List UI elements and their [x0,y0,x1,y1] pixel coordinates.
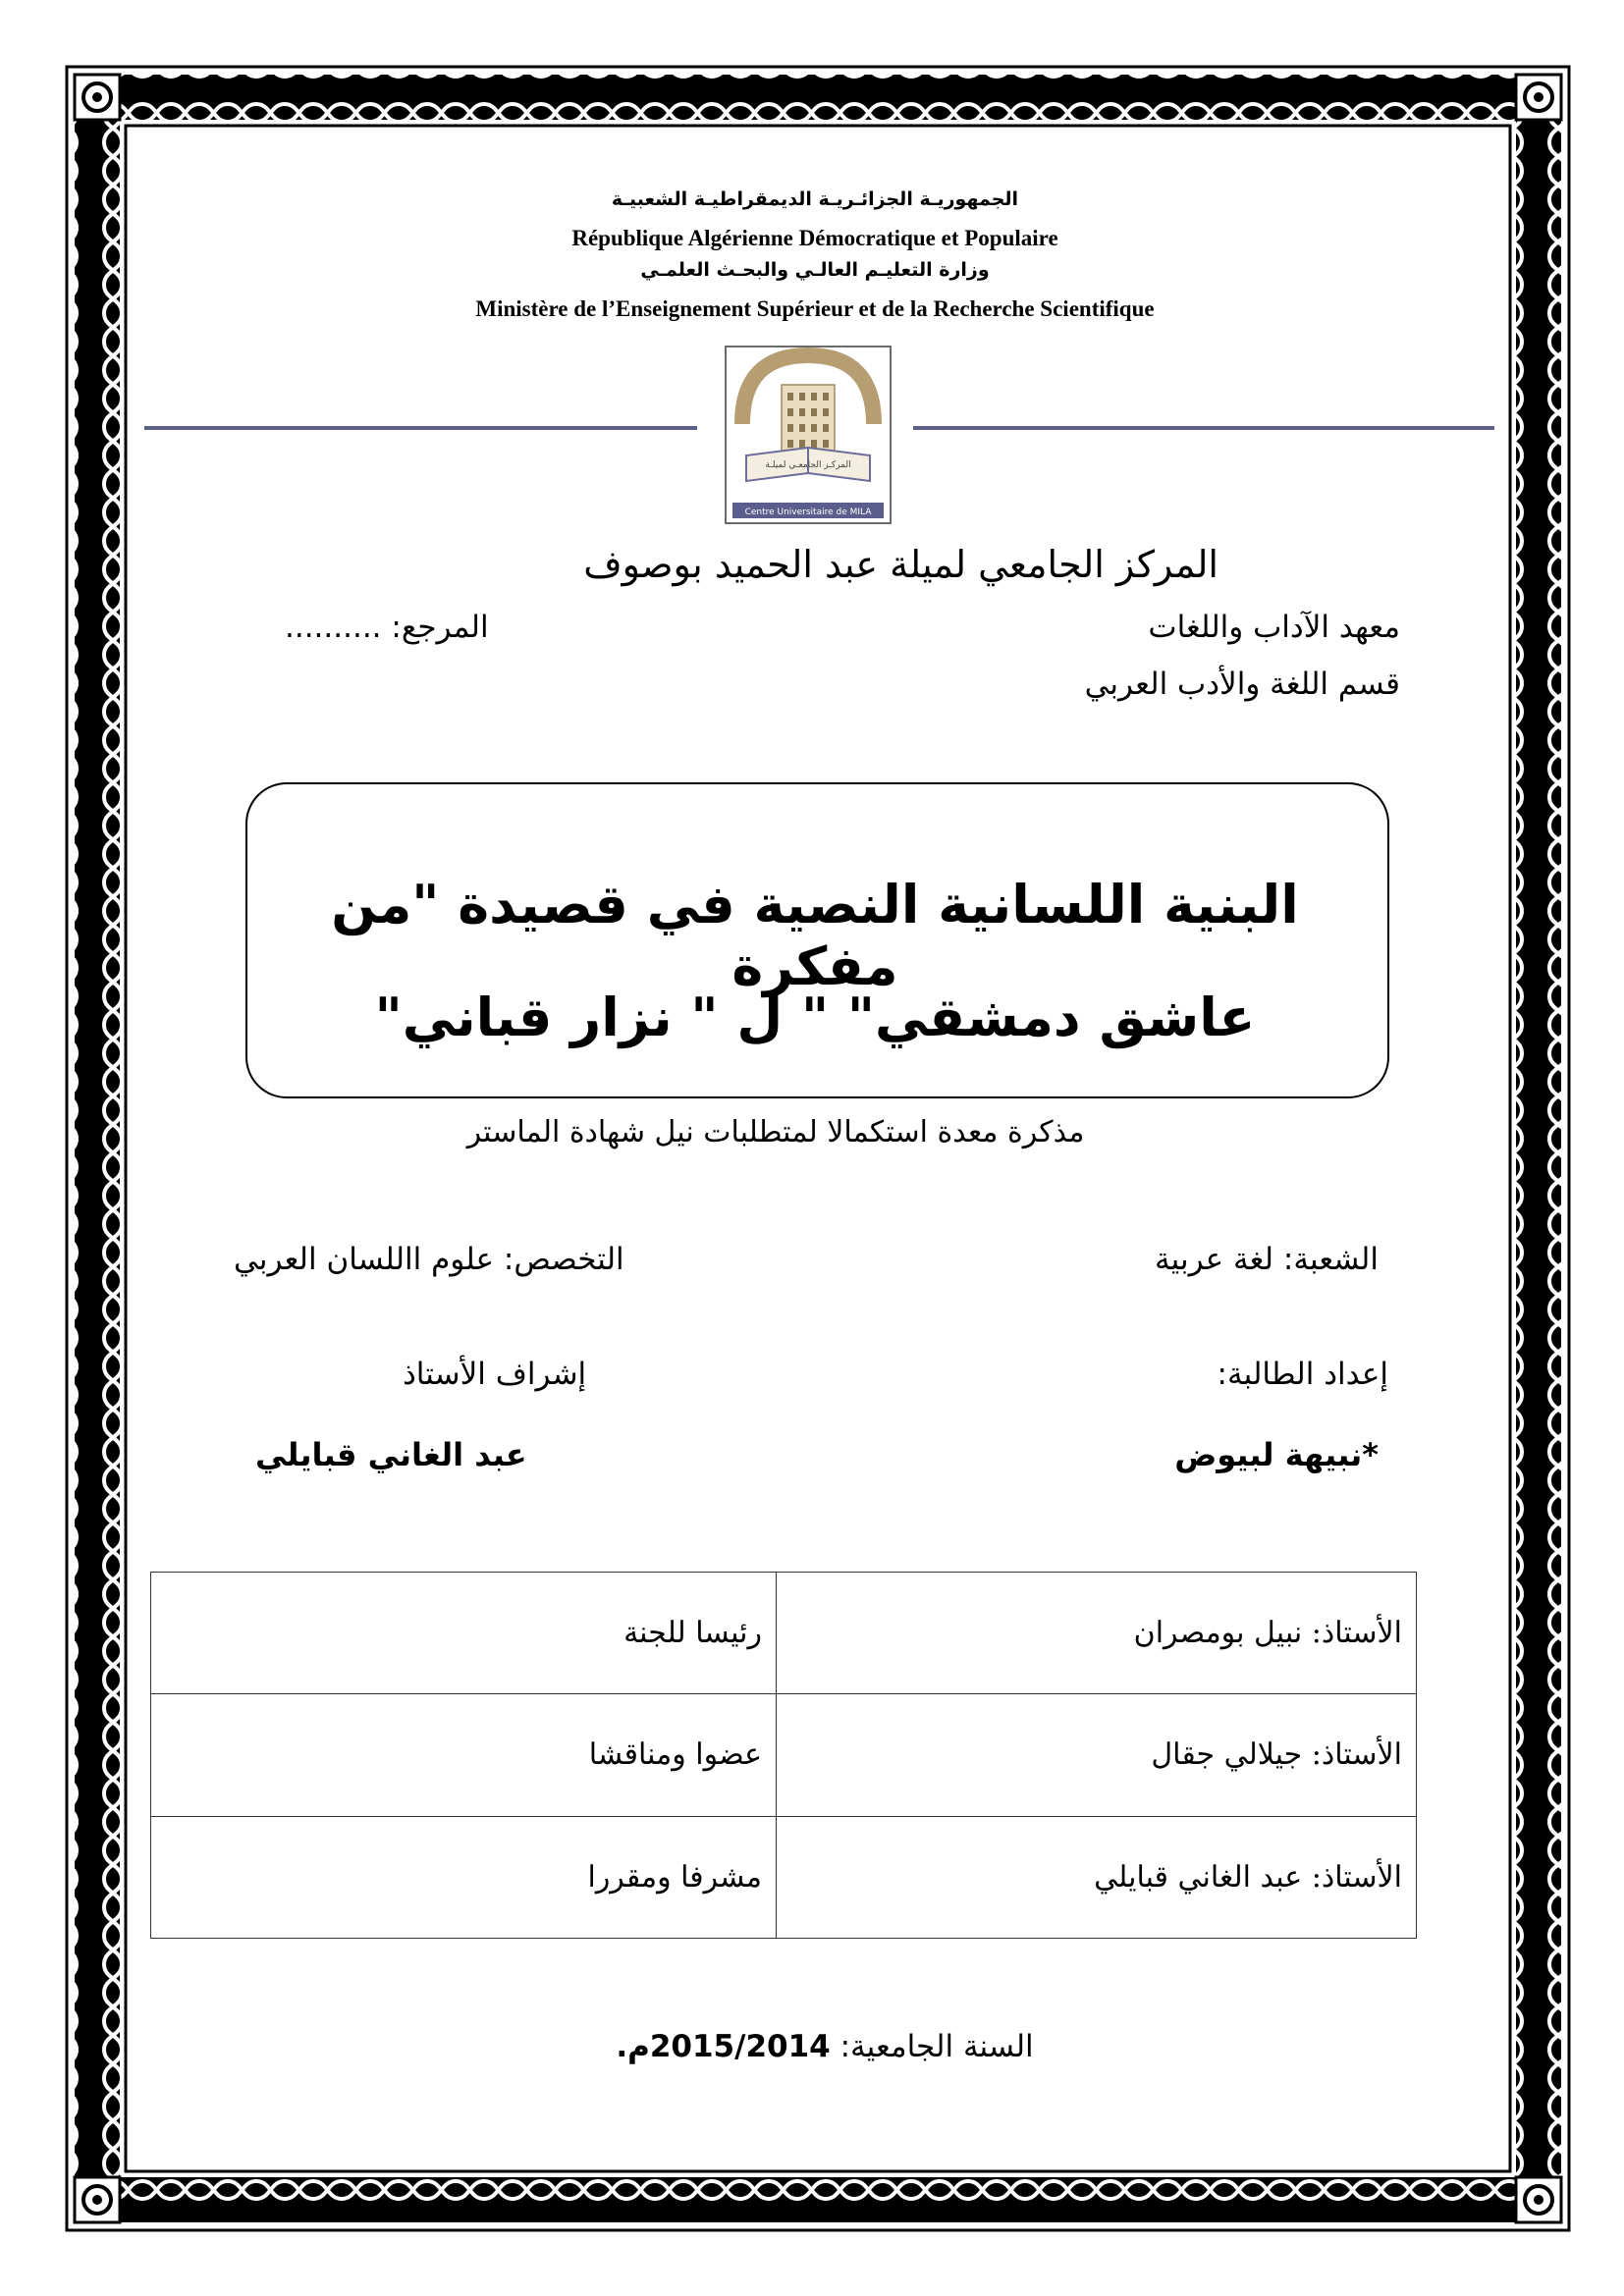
jury-role: عضوا ومناقشا [151,1694,777,1816]
university-logo [725,346,892,524]
frame-corner-icon [75,2177,120,2222]
table-row [151,1573,1417,1694]
academic-year-suffix: م. [616,2029,650,2064]
frame-corner-icon [75,75,120,120]
table-row [151,1694,1417,1816]
reference-field: المرجع: .......... [285,610,489,645]
thesis-subtitle: مذكرة معدة استكمالا لمتطلبات نيل شهادة الماستر [466,1115,1085,1149]
academic-year-label: السنة الجامعية: [839,2029,1034,2064]
academic-year [589,2029,1060,2064]
jury-role: مشرفا ومقررا [151,1816,777,1938]
institute-name: معهد الآداب واللغات [1148,610,1400,645]
republic-french: République Algérienne Démocratique et Populaire [571,226,1058,250]
republic-arabic: الجمهوريـة الجزائـريـة الديمقراطيـة الشعبيـة [611,188,1019,210]
supervisor-label: إشراف الأستاذ [403,1357,587,1392]
svg-text:المركـز الجامعـي لميلـة: المركـز الجامعـي لميلـة [765,460,851,470]
jury-member: الأستاذ: نبيل بومصران [777,1573,1417,1694]
jury-member: الأستاذ: جيلالي جقال [777,1694,1417,1816]
prepared-by-label: إعداد الطالبة: [1217,1357,1388,1392]
header-rule-right [913,426,1494,430]
jury-role: رئيسا للجنة [151,1573,777,1694]
logo-caption: Centre Universitaire de MILA [744,507,872,517]
department-name: قسم اللغة والأدب العربي [1084,667,1400,702]
student-name: *نبيهة لبيوض [1174,1436,1379,1473]
jury-member: الأستاذ: عبد الغاني قبايلي [777,1816,1417,1938]
frame-top-band [120,75,1516,120]
table-row [151,1816,1417,1938]
header-rule-left [144,426,697,430]
supervisor-name: عبد الغاني قبايلي [255,1436,527,1473]
specialty-label: التخصص: علوم االلسان العربي [234,1242,624,1277]
frame-bottom-band [120,2177,1516,2222]
frame-corner-icon [1516,2177,1561,2222]
academic-year-value: 2015/2014 [649,2029,831,2064]
jury-table [150,1572,1417,1939]
branch-label: الشعبة: لغة عربية [1154,1242,1379,1277]
frame-corner-icon [1516,75,1561,120]
thesis-title-line2: عاشق دمشقي" " ل " نزار قباني" [374,987,1256,1048]
ministry-french: Ministère de l’Enseignement Supérieur et de la Recherche Scientifique [475,296,1155,321]
thesis-title-line1: البنية اللسانية النصية في قصيدة "من مفكرة [331,874,1299,997]
center-name: المركز الجامعي لميلة عبد الحميد بوصوف [583,543,1218,586]
frame-right-band [1516,120,1561,2177]
frame-left-band [75,120,120,2177]
ministry-arabic: وزارة التعليـم العالـي والبحـث العلمـي [640,259,990,281]
